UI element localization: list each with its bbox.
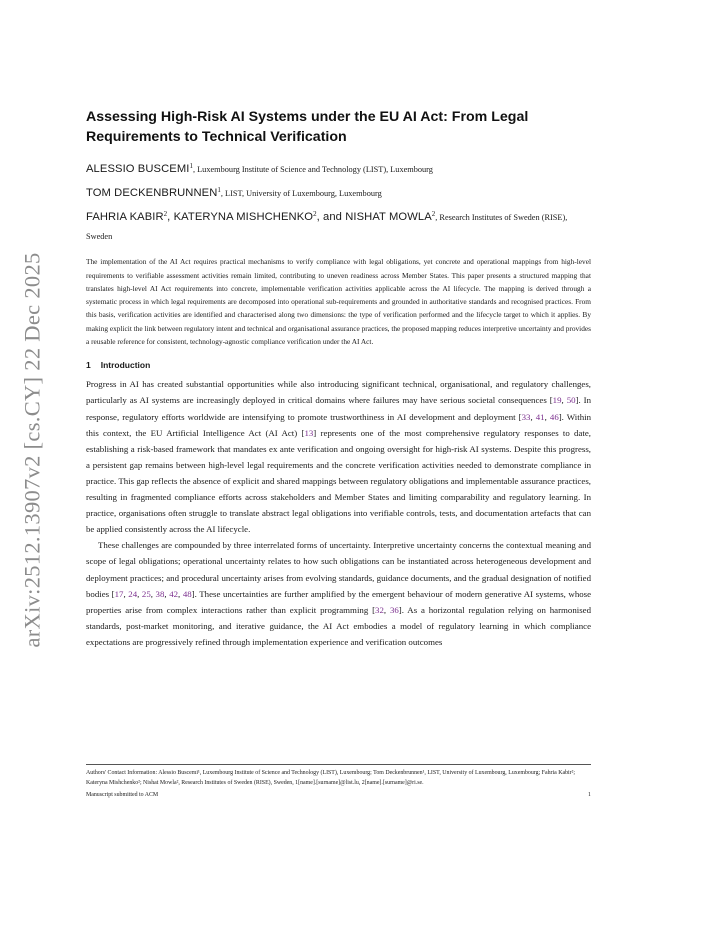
abstract: The implementation of the AI Act requires practical mechanisms to verify compliance with legal obligations, yet concrete and operational mappings from high-level requirements to verifiable assessment activities remain limited, contributing to uneven readiness across Member States. This paper presents a structured mapping that translates high-level AI Act requirements into concrete, implementable verification activities applicable across the AI lifecycle. The mapping is derived through a systematic process in which legal requirements are decomposed into operational sub-requirements and grounded in authoritative standards and recognised practices. From this basis, verification activities are identified and characterised along two dimensions: the type of verification performed and the lifecycle target to which it applies. By making explicit the link between regulatory intent and technical and organisational assurance practices, the proposed mapping reduces interpretive uncertainty and provides a reusable reference for consistent, technology-agnostic compliance verification under the AI Act.: [86, 257, 591, 347]
citation-sep: ,: [544, 411, 550, 422]
text-run: ]. These uncertainties are further amplified by the emergent behaviour of modern generative AI systems, whose properties arise from complex interactions rather than explicit programming [: [86, 588, 592, 615]
section-title: Introduction: [100, 360, 151, 371]
affiliation: , Research Institutes of Sweden (RISE), Sweden: [86, 212, 568, 242]
citation-link[interactable]: 46: [549, 411, 559, 422]
citation-sep: ,: [137, 588, 142, 599]
text-run: ]. As a horizontal regulation relying on harmonised standards, post-market monitoring, and iterative guidance, the AI Act embodies a model of regulatory learning in which compliance expectations are progressively refined through implementation experience and verification outcomes: [86, 604, 592, 647]
citation-sep: ,: [561, 395, 567, 406]
citation-link[interactable]: 33: [521, 411, 531, 422]
footnote-block: [86, 764, 591, 798]
citation-link[interactable]: 50: [566, 395, 576, 406]
author-name: KATERYNA MISHCHENKO: [173, 210, 314, 223]
citation-link[interactable]: 32: [375, 604, 384, 615]
page-footer: [86, 792, 591, 798]
citation-link[interactable]: 42: [169, 588, 179, 599]
citation-sep: ,: [383, 604, 390, 615]
affil-mark: 1: [189, 162, 193, 170]
affil-mark: 1: [217, 185, 221, 194]
text-run: ]. In response, regulatory efforts worldwide are intensifying to promote trustworthiness in AI development and deployment [: [86, 395, 592, 422]
affil-mark: 2: [313, 209, 317, 218]
citation-link[interactable]: 36: [389, 604, 399, 615]
paper-title: Assessing High-Risk AI Systems under the EU AI Act: From Legal Requirements to Technical Verification: [86, 109, 529, 145]
affiliation: , Luxembourg Institute of Science and Technology (LIST), Luxembourg: [192, 164, 433, 174]
section-heading: [86, 360, 591, 370]
author-name: FAHRIA KABIR: [86, 210, 164, 223]
author-name: TOM DECKENBRUNNEN: [86, 186, 218, 199]
affil-mark: 2: [163, 209, 168, 218]
author-separator: , and: [316, 210, 346, 223]
citation-link[interactable]: 24: [128, 588, 138, 599]
citation-link[interactable]: 25: [141, 588, 151, 599]
submission-note: Manuscript submitted to ACM: [86, 791, 159, 798]
text-run: ]. Within this context, the EU Artificial Intelligence Act (AI Act) [: [86, 411, 592, 438]
body-paragraph-2: [86, 537, 591, 650]
author-separator: ,: [167, 210, 174, 223]
author-name: NISHAT MOWLA: [345, 210, 432, 223]
citation-link[interactable]: 41: [535, 411, 545, 422]
citation-sep: ,: [123, 588, 129, 599]
contact-info: Authors' Contact Information: Alessio Buscemi¹, Luxembourg Institute of Science and Technology (LIST), Luxembourg; Tom Deckenbrunnen¹, LIST, University of Luxembourg, Luxembourg; Fahria Kabir²; Kateryna Mishchenko²; Nishat Mowla², Research Institutes of Sweden (RISE), Sweden, 1[name].[surname]@list.lu, 2[name].[surname]@ri.se.: [86, 770, 576, 787]
citation-sep: ,: [150, 588, 156, 599]
paper-page: [86, 108, 591, 650]
affiliation: , LIST, University of Luxembourg, Luxembourg: [220, 188, 382, 198]
citation-link[interactable]: 17: [114, 588, 124, 599]
section-number: 1: [86, 360, 91, 371]
author-name: ALESSIO BUSCEMI: [86, 162, 190, 175]
text-run: Progress in AI has created substantial opportunities while also introducing significant technical, organisational, and regulatory challenges, particularly as AI systems are increasingly deployed in critical domains where failures may have serious societal consequences [: [86, 379, 591, 406]
arxiv-watermark: [12, 250, 54, 650]
affil-mark: 2: [431, 209, 436, 218]
author-line-3: [86, 204, 591, 248]
citation-sep: ,: [530, 411, 536, 422]
body-paragraph-1: [86, 376, 591, 537]
arxiv-id: arXiv:2512.13907v2 [cs.CY] 22 Dec 2025: [20, 252, 45, 648]
citation-link[interactable]: 48: [182, 588, 192, 599]
citation-link[interactable]: 19: [552, 395, 562, 406]
text-run: These challenges are compounded by three interrelated forms of uncertainty. Interpretive uncertainty concerns the contextual meaning and scope of legal obligations; operational uncertainty relates to how such obligations can be instantiated across heterogeneous development and deployment practices; and procedural uncertainty arises from evolving standards, guidance documents, and the gradual designation of notified bodies [: [86, 540, 591, 599]
citation-sep: ,: [164, 588, 170, 599]
citation-sep: ,: [178, 588, 183, 599]
page-number: 1: [588, 791, 591, 798]
citation-link[interactable]: 13: [304, 427, 314, 438]
author-line-2: [86, 180, 591, 204]
text-run: ] represents one of the most comprehensive regulatory responses to date, establishing a risk-based framework that mandates ex ante verification and ongoing oversight for high-risk AI systems. Despite this progress, a persistent gap remains between high-level legal requirements and the concrete verification activities needed to demonstrate compliance in practice. This gap reflects the absence of explicit and shared mappings between regulatory obligations and implementable assurance practices, resulting in fragmented compliance efforts across stakeholders and Member States and limiting comparability and regulatory learning. In practice, organisations often struggle to translate abstract legal obligations into verifiable controls, tests, and documentation artefacts that can be applied consistently across the AI lifecycle.: [86, 427, 591, 535]
citation-link[interactable]: 38: [155, 588, 165, 599]
author-line-1: [86, 156, 591, 180]
